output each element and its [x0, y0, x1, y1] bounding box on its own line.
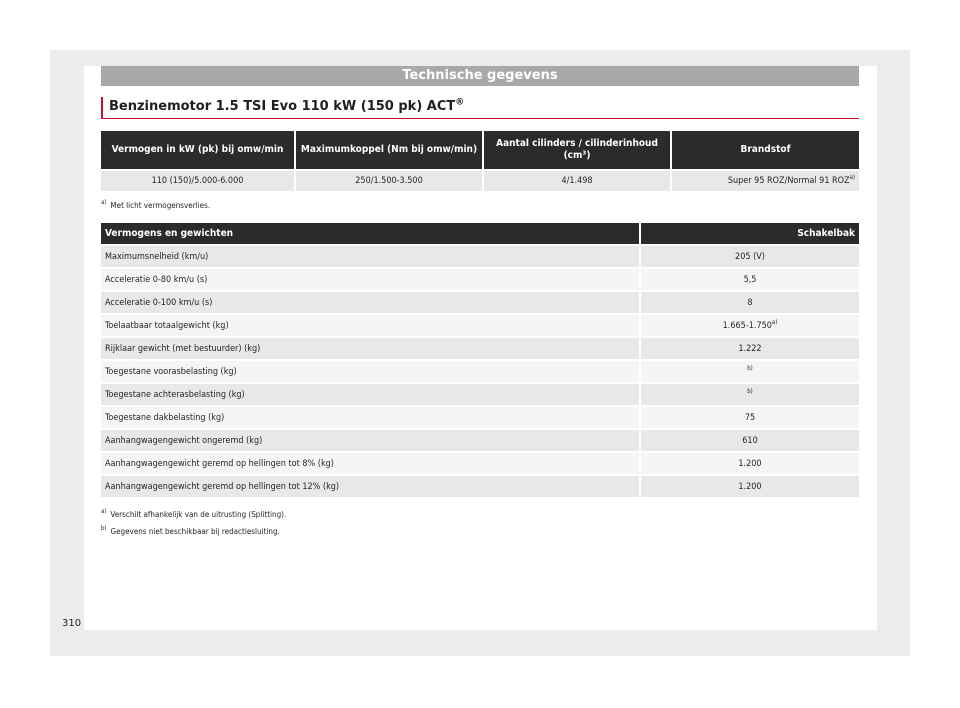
table-row	[101, 430, 859, 451]
section-title-text: Benzinemotor 1.5 TSI Evo 110 kW (150 pk) ACT	[109, 99, 456, 114]
table-row	[101, 453, 859, 474]
engine-header-cylinders-text: Aantal cilinders / cilinderinhoud	[496, 138, 658, 149]
engine-footnote	[101, 201, 210, 210]
row-footnote-ref: a)	[771, 318, 778, 326]
table-row	[101, 246, 859, 267]
row-label: Toegestane voorasbelasting (kg)	[101, 361, 639, 382]
engine-table	[99, 129, 861, 193]
weights-table	[99, 221, 861, 499]
row-value-cell	[641, 361, 859, 382]
table-row	[101, 315, 859, 336]
registered-mark: ®	[455, 97, 465, 108]
weights-table-header-row	[101, 223, 859, 244]
row-footnote-ref: b)	[747, 387, 753, 395]
engine-torque-value: 250/1.500-3.500	[296, 171, 482, 191]
row-value: 5,5	[743, 274, 757, 285]
row-value-cell	[641, 430, 859, 451]
row-label: Maximumsnelheid (km/u)	[101, 246, 639, 267]
table-row	[101, 338, 859, 359]
row-label: Toegestane dakbelasting (kg)	[101, 407, 639, 428]
table-row	[101, 361, 859, 382]
section-title	[101, 97, 859, 119]
row-label: Acceleratie 0-80 km/u (s)	[101, 269, 639, 290]
row-label: Aanhangwagengewicht geremd op hellingen tot 12% (kg)	[101, 476, 639, 497]
table-row	[101, 476, 859, 497]
row-label: Acceleratie 0-100 km/u (s)	[101, 292, 639, 313]
row-value: 610	[742, 435, 758, 446]
row-value-cell	[641, 384, 859, 405]
row-value: 75	[744, 412, 756, 423]
row-value-cell	[641, 246, 859, 267]
table-row	[101, 407, 859, 428]
row-label: Aanhangwagengewicht geremd op hellingen tot 8% (kg)	[101, 453, 639, 474]
row-value-cell	[641, 269, 859, 290]
row-value: 1.665-1.750	[722, 320, 772, 331]
row-label: Toelaatbaar totaalgewicht (kg)	[101, 315, 639, 336]
engine-fuel-value: Super 95 ROZ/Normal 91 ROZ	[727, 176, 850, 186]
weights-footnote	[101, 527, 280, 536]
engine-header-fuel: Brandstof	[672, 131, 859, 169]
table-row	[101, 269, 859, 290]
row-value: 1.222	[738, 343, 762, 354]
page-number: 310	[62, 618, 82, 629]
row-value-cell	[641, 453, 859, 474]
weights-footnote-text: Gegevens niet beschikbaar bij redactiesluiting.	[110, 527, 280, 536]
row-value-cell	[641, 476, 859, 497]
engine-header-torque: Maximumkoppel (Nm bij omw/min)	[296, 131, 482, 169]
weights-footnote-mark: b)	[101, 525, 107, 533]
engine-header-cylinders	[484, 131, 670, 169]
engine-footnote-text: Met licht vermogensverlies.	[110, 201, 211, 210]
row-value-cell	[641, 338, 859, 359]
row-value-cell	[641, 407, 859, 428]
weights-footnote	[101, 510, 286, 519]
weights-header-gearbox: Schakelbak	[641, 223, 859, 244]
row-value-cell	[641, 315, 859, 336]
engine-cylinders-value: 4/1.498	[484, 171, 670, 191]
table-row	[101, 384, 859, 405]
row-value: 1.200	[738, 481, 762, 492]
row-value: 8	[747, 297, 753, 308]
engine-fuel-footnote-ref: a)	[849, 174, 855, 181]
row-value: 1.200	[738, 458, 762, 469]
engine-header-cylinders-unit: (cm³)	[563, 150, 591, 161]
engine-table-header-row	[101, 131, 859, 169]
row-label: Rijklaar gewicht (met bestuurder) (kg)	[101, 338, 639, 359]
row-label: Toegestane achterasbelasting (kg)	[101, 384, 639, 405]
engine-power-value: 110 (150)/5.000-6.000	[101, 171, 294, 191]
engine-footnote-mark: a)	[101, 199, 107, 207]
weights-footnote-text: Verschilt afhankelijk van de uitrusting (Splitting).	[110, 510, 287, 519]
row-value-cell	[641, 292, 859, 313]
engine-fuel-cell	[672, 171, 859, 191]
row-footnote-ref: b)	[747, 364, 753, 372]
row-value: 205 (V)	[735, 251, 765, 262]
weights-footnote-mark: a)	[101, 508, 107, 516]
engine-header-power: Vermogen in kW (pk) bij omw/min	[101, 131, 294, 169]
engine-table-row	[101, 171, 859, 191]
table-row	[101, 292, 859, 313]
row-label: Aanhangwagengewicht ongeremd (kg)	[101, 430, 639, 451]
chapter-header: Technische gegevens	[101, 66, 859, 86]
weights-header-label: Vermogens en gewichten	[101, 223, 639, 244]
